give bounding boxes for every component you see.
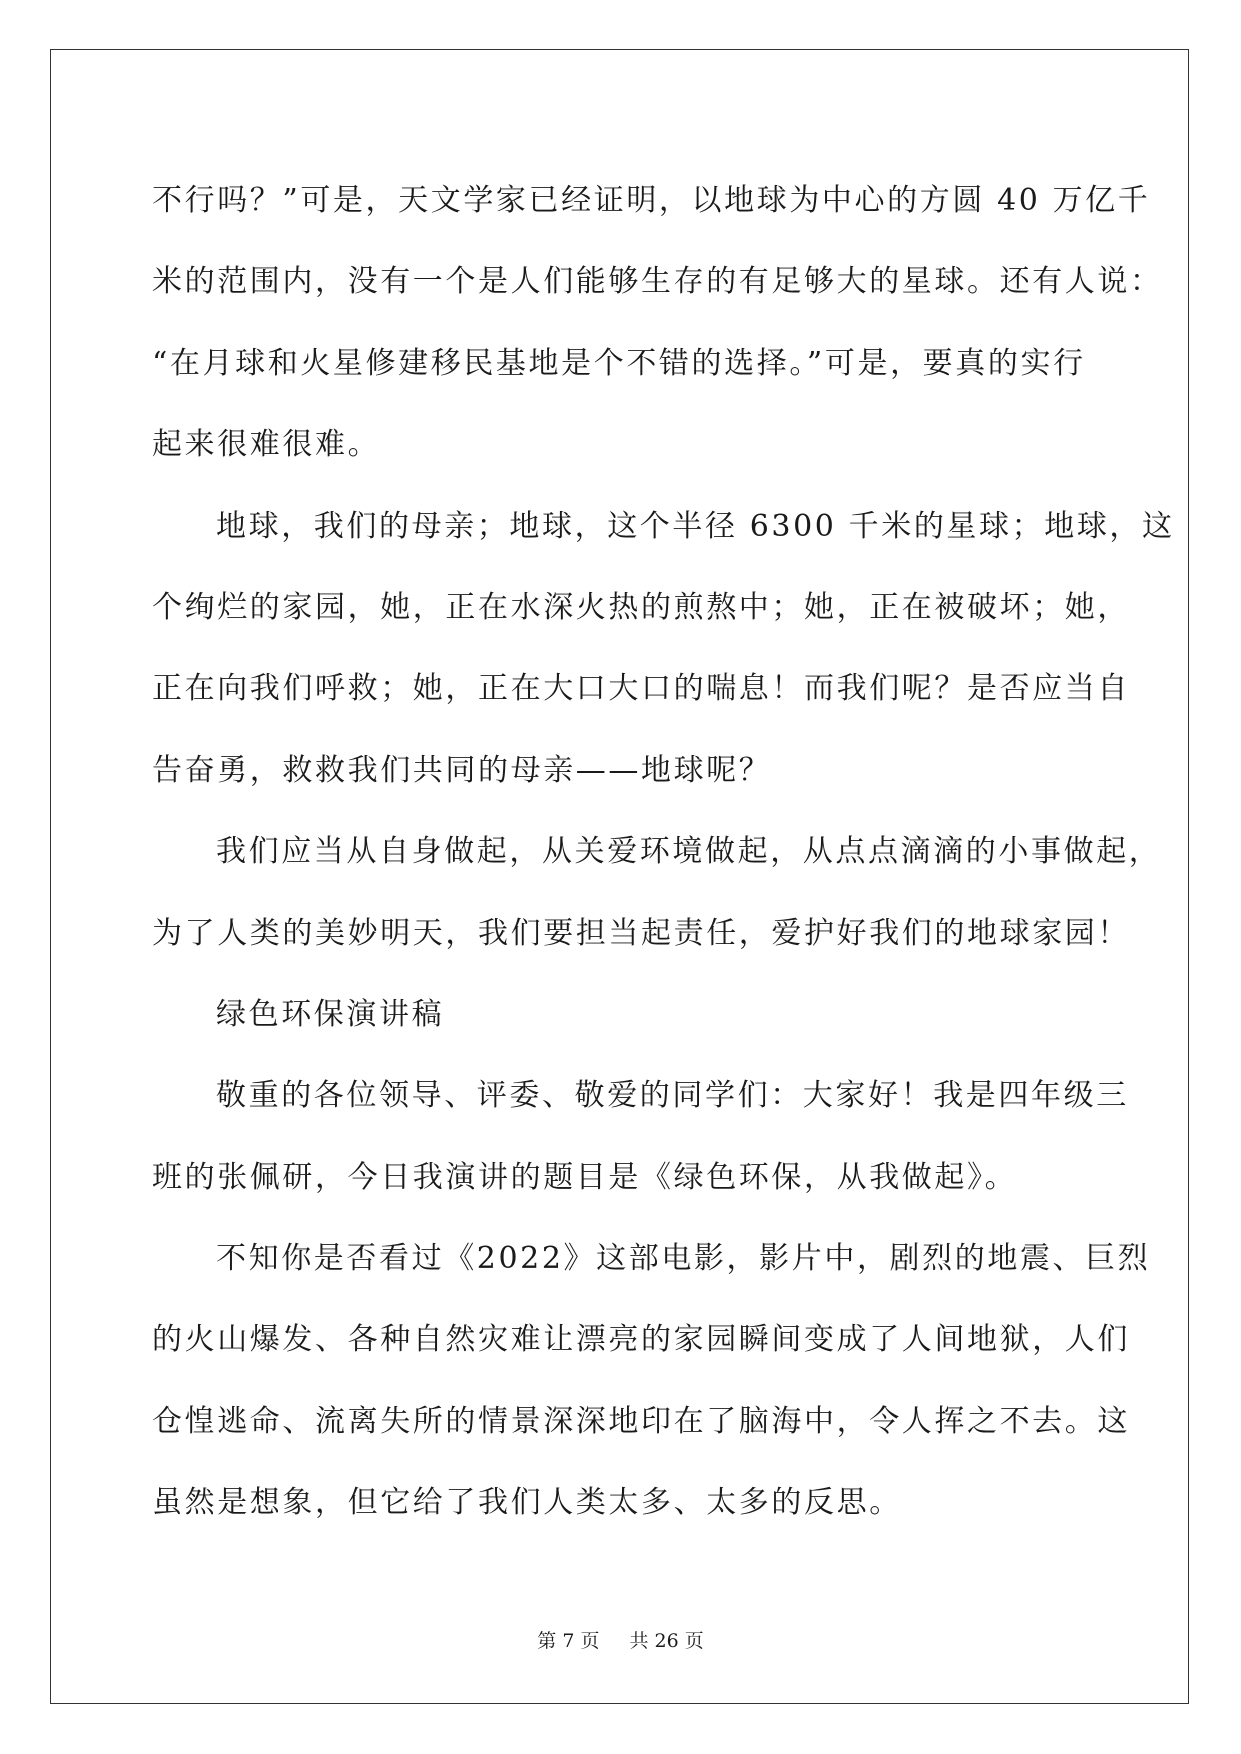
heading-text: 绿色环保演讲稿 <box>216 996 445 1032</box>
document-body <box>152 160 1175 1544</box>
paragraph <box>152 1218 1151 1544</box>
text-line: “在月球和火星修建移民基地是个不错的选择。”可是，要真的实行 <box>152 345 1086 381</box>
text-line: 的火山爆发、各种自然灾难让漂亮的家园瞬间变成了人间地狱，人们 <box>152 1322 1130 1358</box>
text-line: 地球，我们的母亲；地球，这个半径 6300 千米的星球；地球，这 <box>216 508 1175 544</box>
text-line: 正在向我们呼救；她，正在大口大口的喘息！而我们呢？是否应当自 <box>152 671 1130 707</box>
paragraph <box>152 811 1162 974</box>
page-total: 共 26 页 <box>629 1630 704 1652</box>
paragraph <box>152 486 1175 812</box>
text-line: 不知你是否看过《2022》这部电影，影片中，剧烈的地震、巨烈 <box>216 1241 1151 1277</box>
text-line: 敬重的各位领导、评委、敬爱的同学们：大家好！我是四年级三 <box>216 1078 1129 1114</box>
text-line: 仓惶逃命、流离失所的情景深深地印在了脑海中，令人挥之不去。这 <box>152 1403 1130 1439</box>
page-footer <box>0 1626 1241 1653</box>
paragraph <box>152 1055 1129 1218</box>
text-line: 我们应当从自身做起，从关爱环境做起，从点点滴滴的小事做起， <box>216 834 1162 870</box>
text-line: 不行吗？”可是，天文学家已经证明，以地球为中心的方圆 40 万亿千 <box>152 183 1151 218</box>
text-line: 为了人类的美妙明天，我们要担当起责任，爱护好我们的地球家园！ <box>152 915 1130 951</box>
text-line: 虽然是想象，但它给了我们人类太多、太多的反思。 <box>152 1485 902 1521</box>
text-line: 班的张佩研，今日我演讲的题目是《绿色环保，从我做起》。 <box>152 1159 1018 1195</box>
paragraph <box>152 160 1163 486</box>
page-number: 第 7 页 <box>537 1630 600 1652</box>
text-line: 起来很难很难。 <box>152 427 381 463</box>
text-line: 告奋勇，救救我们共同的母亲——地球呢？ <box>152 752 772 788</box>
text-line: 米的范围内，没有一个是人们能够生存的有足够大的星球。还有人说： <box>152 264 1163 300</box>
text-line: 个绚烂的家园，她，正在水深火热的煎熬中；她，正在被破坏；她， <box>152 589 1130 625</box>
section-heading <box>152 974 1092 1055</box>
